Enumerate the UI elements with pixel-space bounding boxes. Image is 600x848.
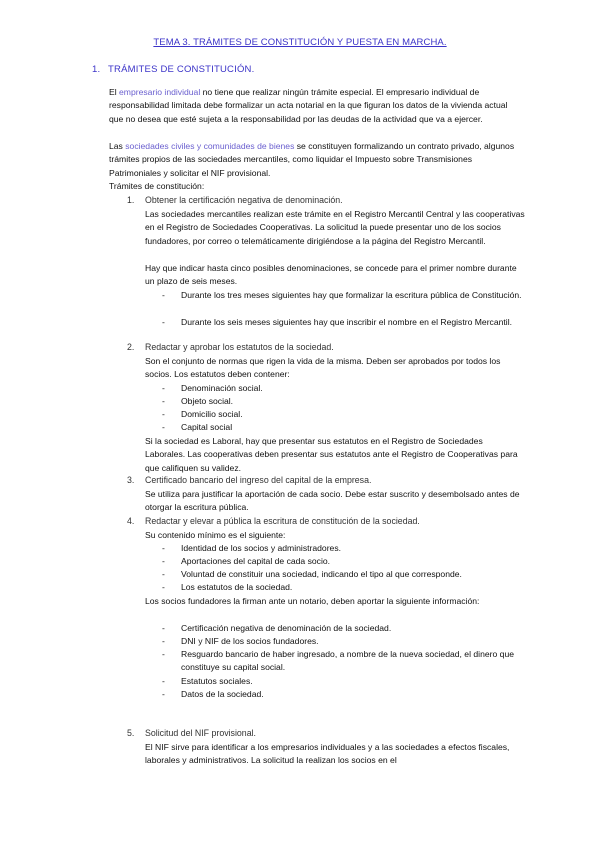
bullet-dash: - [162, 569, 165, 579]
bullet-text: Domicilio social. [181, 409, 243, 419]
item-3-number: 3. [127, 475, 135, 485]
bullet-text: Aportaciones del capital de cada socio. [181, 556, 331, 566]
item-1-body-2: Hay que indicar hasta cinco posibles denominaciones, se concede para el primer nombre durante un plazo de seis meses. [145, 263, 517, 287]
bullet-dash: - [162, 649, 165, 659]
intro-p2-rest: se constituyen formalizando un contrato privado, algunos trámites propios de las sociedades mercantiles, como liquidar el Impuesto sobre Transmisiones Patrimoniales y solicitar el NIF provisional. [109, 141, 515, 178]
item-1-title: Obtener la certificación negativa de denominación. [145, 195, 343, 205]
bullet-text: Estatutos sociales. [181, 676, 253, 686]
bullet-text: Objeto social. [181, 396, 234, 406]
item-2-body-2: Si la sociedad es Laboral, hay que presentar sus estatutos en el Registro de Sociedades Laborales. Las cooperativas deben presentar sus estatutos ante el Registro de Cooperativas para que califiquen su validez. [145, 436, 518, 473]
bullet-dash: - [162, 676, 165, 686]
bullet-text: Datos de la sociedad. [181, 689, 264, 699]
bullet-text: Voluntad de constituir una sociedad, indicando el tipo al que corresponde. [181, 569, 462, 579]
section-heading-text: TRÁMITES DE CONSTITUCIÓN. [108, 64, 255, 75]
bullet-dash: - [162, 409, 165, 419]
bullet-text: Los estatutos de la sociedad. [181, 582, 293, 592]
bullet-dash: - [162, 396, 165, 406]
bullet-text: Denominación social. [181, 383, 263, 393]
bullet-dash: - [162, 290, 165, 300]
intro-p1-prefix: El [109, 87, 120, 97]
intro-p1-rest: no tiene que realizar ningún trámite especial. El empresario individual de responsabilidad limitada debe formalizar un acta notarial en la que figuran los datos de la vivienda actual que no desea que esté sujeta a la responsabilidad por las deudas de la actividad que va a ejercer. [109, 87, 508, 124]
intro-p2-prefix: Las [109, 141, 126, 151]
item-4-body-2: Los socios fundadores la firman ante un notario, deben aportar la siguiente información: [145, 596, 480, 606]
item-2-body-1: Son el conjunto de normas que rigen la vida de la misma. Deben ser aprobados por todos los socios. Los estatutos deben contener: [145, 356, 501, 380]
bullet-text: Durante los tres meses siguientes hay que formalizar la escritura pública de Constitución. [181, 290, 522, 300]
bullet-text: Identidad de los socios y administradores. [181, 543, 342, 553]
section-number: 1. [92, 64, 101, 75]
item-1-number: 1. [127, 195, 135, 205]
bullet-text: Certificación negativa de denominación de la sociedad. [181, 623, 392, 633]
item-3-title: Certificado bancario del ingreso del capital de la empresa. [145, 475, 372, 485]
item-2-title: Redactar y aprobar los estatutos de la sociedad. [145, 342, 334, 352]
bullet-text: Capital social [181, 422, 233, 432]
item-4-number: 4. [127, 516, 135, 526]
item-5-title: Solicitud del NIF provisional. [145, 728, 256, 738]
bullet-dash: - [162, 623, 165, 633]
document-title: TEMA 3. TRÁMITES DE CONSTITUCIÓN Y PUESTA EN MARCHA. [153, 37, 447, 48]
bullet-dash: - [162, 383, 165, 393]
intro-p1-term: empresario individual [119, 87, 201, 97]
bullet-dash: - [162, 689, 165, 699]
bullet-dash: - [162, 582, 165, 592]
item-2-number: 2. [127, 342, 135, 352]
bullet-dash: - [162, 422, 165, 432]
item-4-title: Redactar y elevar a pública la escritura de constitución de la sociedad. [145, 516, 420, 526]
bullet-text: Resguardo bancario de haber ingresado, a nombre de la nueva sociedad, el dinero que constituye su capital social. [181, 649, 514, 673]
intro-paragraph-3: Trámites de constitución: [109, 181, 205, 191]
bullet-text: Durante los seis meses siguientes hay que inscribir el nombre en el Registro Mercantil. [181, 317, 513, 327]
item-1-body-1: Las sociedades mercantiles realizan este trámite en el Registro Mercantil Central y las cooperativas en el Registro de Sociedades Cooperativas. La solicitud la puede presentar uno de los socios fundadores, por correo o telemáticamente dirigiéndose a la página del Registro Mercantil. [145, 209, 525, 246]
intro-paragraph-2 [109, 140, 519, 180]
item-4-body-1: Su contenido mínimo es el siguiente: [145, 530, 286, 540]
item-5-body-1: El NIF sirve para identificar a los empresarios individuales y a las sociedades a efectos fiscales, laborales y administrativos. La solicitud la realizan los socios en el [145, 742, 510, 766]
item-3-body-1: Se utiliza para justificar la aportación de cada socio. Debe estar suscrito y desembolsado antes de otorgar la escritura pública. [145, 489, 520, 513]
bullet-dash: - [162, 317, 165, 327]
section-heading [92, 64, 254, 75]
intro-p2-term: sociedades civiles y comunidades de bienes [125, 141, 295, 151]
bullet-dash: - [162, 636, 165, 646]
intro-paragraph-1 [109, 86, 519, 126]
bullet-text: DNI y NIF de los socios fundadores. [181, 636, 319, 646]
bullet-dash: - [162, 543, 165, 553]
bullet-dash: - [162, 556, 165, 566]
item-5-number: 5. [127, 728, 135, 738]
